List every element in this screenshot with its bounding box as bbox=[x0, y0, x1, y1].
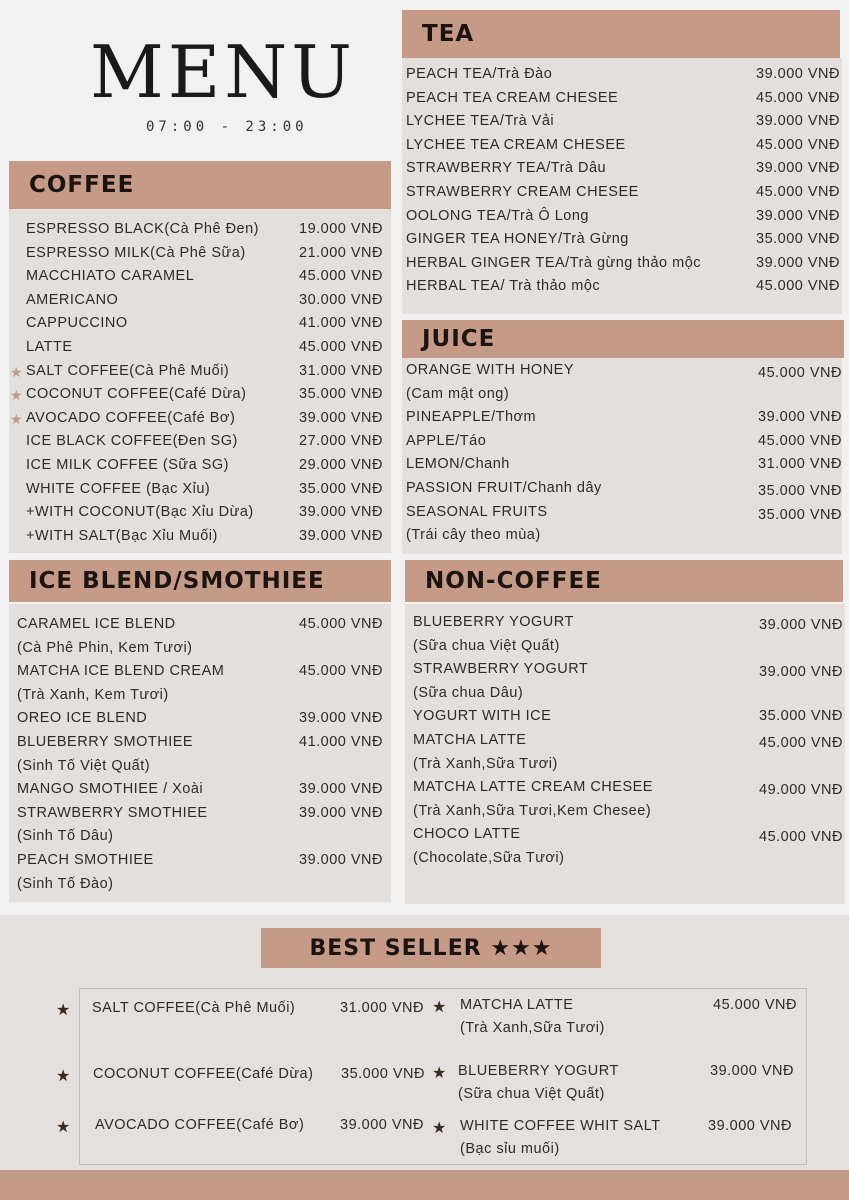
item-price: 45.000 VNĐ bbox=[756, 89, 840, 106]
best-seller-item-price: 45.000 VNĐ bbox=[713, 997, 797, 1013]
item-price: 41.000 VNĐ bbox=[299, 315, 383, 332]
item-price: 45.000 VNĐ bbox=[758, 365, 842, 381]
best-seller-item-price: 39.000 VNĐ bbox=[708, 1118, 792, 1134]
non-coffee-header: NON-COFFEE bbox=[405, 560, 843, 602]
item-name: MACCHIATO CARAMEL bbox=[26, 268, 195, 285]
menu-item bbox=[9, 640, 391, 660]
ice-blend-list bbox=[9, 604, 391, 902]
item-price: 49.000 VNĐ bbox=[759, 782, 843, 799]
item-price: 45.000 VNĐ bbox=[299, 268, 383, 285]
opening-hours: 07:00 - 23:00 bbox=[146, 119, 308, 135]
menu-item bbox=[9, 504, 391, 524]
bottom-bar bbox=[0, 1170, 849, 1200]
item-price: 39.000 VNĐ bbox=[756, 66, 840, 82]
item-price: 35.000 VNĐ bbox=[299, 386, 383, 403]
item-price: 27.000 VNĐ bbox=[299, 433, 383, 450]
item-name: (Sinh Tố Việt Quất) bbox=[17, 757, 151, 774]
item-name: LATTE bbox=[26, 339, 73, 355]
menu-item bbox=[9, 481, 391, 501]
item-price: 39.000 VNĐ bbox=[758, 409, 842, 426]
best-seller-item-price: 39.000 VNĐ bbox=[340, 1117, 424, 1133]
menu-item bbox=[9, 616, 391, 636]
item-name: MANGO SMOTHIEE / Xoài bbox=[17, 781, 204, 798]
item-price: 39.000 VNĐ bbox=[299, 781, 383, 798]
item-name: OOLONG TEA/Trà Ô Long bbox=[406, 207, 589, 224]
menu-item bbox=[405, 826, 845, 846]
item-name: PEACH SMOTHIEE bbox=[17, 852, 154, 868]
item-name: HERBAL TEA/ Trà thảo mộc bbox=[406, 278, 601, 295]
best-seller-item-sub: (Bạc sỉu muối) bbox=[460, 1141, 560, 1157]
item-name: +WITH SALT(Bạc Xỉu Muối) bbox=[26, 527, 218, 544]
item-name: (Cam mật ong) bbox=[406, 385, 510, 402]
menu-item bbox=[402, 278, 842, 298]
juice-header: JUICE bbox=[402, 320, 844, 358]
best-seller-item-name: BLUEBERRY YOGURT bbox=[458, 1063, 619, 1079]
item-name: (Trà Xanh,Sữa Tươi,Kem Chesee) bbox=[413, 802, 652, 819]
item-price: 45.000 VNĐ bbox=[756, 184, 840, 200]
item-name: ESPRESSO MILK(Cà Phê Sữa) bbox=[26, 244, 246, 261]
item-price: 39.000 VNĐ bbox=[299, 504, 383, 521]
item-name: PEACH TEA/Trà Đào bbox=[406, 66, 553, 82]
menu-item bbox=[405, 614, 845, 634]
menu-item bbox=[9, 876, 391, 896]
best-seller-item-price: 39.000 VNĐ bbox=[710, 1063, 794, 1079]
menu-item bbox=[405, 638, 845, 658]
item-price: 35.000 VNĐ bbox=[299, 480, 383, 497]
best-seller-item-name: MATCHA LATTE bbox=[460, 997, 574, 1013]
star-icon: ★ bbox=[56, 1068, 71, 1085]
menu-item bbox=[9, 805, 391, 825]
item-name: (Sinh Tố Đào) bbox=[17, 875, 114, 892]
item-name: STRAWBERRY CREAM CHESEE bbox=[406, 184, 639, 200]
best-seller-item-name: WHITE COFFEE WHIT SALT bbox=[460, 1118, 661, 1134]
item-price: 29.000 VNĐ bbox=[299, 457, 383, 473]
menu-item bbox=[9, 363, 391, 383]
item-name: ICE BLACK COFFEE(Đen SG) bbox=[26, 433, 238, 450]
item-price: 31.000 VNĐ bbox=[758, 456, 842, 473]
item-name: LYCHEE TEA CREAM CHESEE bbox=[406, 136, 626, 153]
item-price: 35.000 VNĐ bbox=[758, 483, 842, 499]
menu-item bbox=[402, 433, 842, 453]
item-price: 39.000 VNĐ bbox=[756, 207, 840, 224]
item-name: MATCHA LATTE CREAM CHESEE bbox=[413, 779, 653, 796]
item-price: 39.000 VNĐ bbox=[299, 527, 383, 544]
menu-item bbox=[9, 315, 391, 335]
menu-item bbox=[405, 685, 845, 705]
menu-item bbox=[402, 409, 842, 429]
menu-item bbox=[9, 734, 391, 754]
item-name: APPLE/Táo bbox=[406, 432, 487, 449]
menu-item bbox=[402, 527, 842, 547]
menu-item bbox=[9, 221, 391, 241]
item-name: YOGURT WITH ICE bbox=[413, 708, 552, 725]
item-price: 39.000 VNĐ bbox=[299, 804, 383, 821]
item-name: STRAWBERRY SMOTHIEE bbox=[17, 804, 208, 821]
best-seller-item-name: SALT COFFEE(Cà Phê Muối) bbox=[92, 1000, 296, 1016]
menu-item bbox=[9, 781, 391, 801]
item-name: BLUEBERRY SMOTHIEE bbox=[17, 734, 194, 750]
menu-item bbox=[402, 137, 842, 157]
item-name: BLUEBERRY YOGURT bbox=[413, 614, 574, 630]
ice-blend-header: ICE BLEND/SMOTHIEE bbox=[9, 560, 391, 602]
item-price: 39.000 VNĐ bbox=[756, 254, 840, 271]
menu-item bbox=[405, 756, 845, 776]
item-name: SALT COFFEE(Cà Phê Muối) bbox=[26, 362, 230, 379]
item-name: GINGER TEA HONEY/Trà Gừng bbox=[406, 231, 629, 248]
menu-item bbox=[402, 231, 842, 251]
item-name: (Trà Xanh, Kem Tươi) bbox=[17, 686, 169, 703]
best-seller-item-name: AVOCADO COFFEE(Café Bơ) bbox=[95, 1117, 305, 1133]
item-name: AVOCADO COFFEE(Café Bơ) bbox=[26, 409, 236, 426]
menu-item bbox=[9, 687, 391, 707]
item-price: 41.000 VNĐ bbox=[299, 734, 383, 750]
item-price: 39.000 VNĐ bbox=[299, 852, 383, 868]
menu-item bbox=[402, 504, 842, 524]
item-name: ICE MILK COFFEE (Sữa SG) bbox=[26, 457, 229, 473]
item-name: (Cà Phê Phin, Kem Tươi) bbox=[17, 639, 193, 656]
menu-item bbox=[9, 268, 391, 288]
item-name: OREO ICE BLEND bbox=[17, 710, 148, 727]
tea-list bbox=[402, 58, 842, 314]
item-name: PEACH TEA CREAM CHESEE bbox=[406, 89, 619, 106]
item-price: 45.000 VNĐ bbox=[756, 278, 840, 295]
item-price: 45.000 VNĐ bbox=[759, 829, 843, 846]
item-name: STRAWBERRY TEA/Trà Dâu bbox=[406, 160, 607, 177]
star-icon: ★ bbox=[56, 1119, 71, 1136]
item-name: (Chocolate,Sữa Tươi) bbox=[413, 850, 565, 866]
item-price: 45.000 VNĐ bbox=[299, 339, 383, 355]
item-name: MATCHA ICE BLEND CREAM bbox=[17, 663, 225, 680]
item-price: 35.000 VNĐ bbox=[756, 231, 840, 248]
menu-item bbox=[405, 732, 845, 752]
item-name: LYCHEE TEA/Trà Vải bbox=[406, 113, 555, 130]
item-name: AMERICANO bbox=[26, 291, 119, 308]
menu-item bbox=[9, 457, 391, 477]
best-seller-header: BEST SELLER ★★★ bbox=[261, 928, 601, 968]
menu-item bbox=[9, 245, 391, 265]
menu-item bbox=[405, 850, 845, 870]
item-price: 45.000 VNĐ bbox=[299, 616, 383, 632]
menu-item bbox=[9, 433, 391, 453]
item-price: 45.000 VNĐ bbox=[756, 136, 840, 153]
item-name: SEASONAL FRUITS bbox=[406, 503, 548, 520]
item-name: (Trái cây theo mùa) bbox=[406, 527, 541, 544]
menu-item bbox=[402, 386, 842, 406]
item-name: CHOCO LATTE bbox=[413, 826, 521, 843]
juice-list bbox=[402, 358, 842, 554]
coffee-list bbox=[9, 209, 391, 553]
menu-item bbox=[402, 160, 842, 180]
star-icon: ★ bbox=[432, 1120, 447, 1137]
item-name: ESPRESSO BLACK(Cà Phê Đen) bbox=[26, 221, 260, 237]
menu-item bbox=[402, 362, 842, 382]
menu-title: MENU bbox=[90, 30, 356, 114]
item-name: WHITE COFFEE (Bạc Xỉu) bbox=[26, 480, 211, 497]
item-name: (Sinh Tố Dâu) bbox=[17, 828, 114, 845]
non-coffee-list bbox=[405, 604, 845, 904]
star-icon: ★ bbox=[10, 363, 23, 380]
star-icon: ★ bbox=[10, 387, 23, 404]
item-price: 21.000 VNĐ bbox=[299, 244, 383, 261]
menu-item bbox=[9, 663, 391, 683]
item-price: 45.000 VNĐ bbox=[759, 735, 843, 751]
tea-header: TEA bbox=[402, 10, 840, 58]
item-price: 39.000 VNĐ bbox=[759, 617, 843, 633]
item-name: (Trà Xanh,Sữa Tươi) bbox=[413, 755, 558, 772]
item-price: 45.000 VNĐ bbox=[758, 432, 842, 449]
item-price: 45.000 VNĐ bbox=[299, 663, 383, 680]
item-name: CARAMEL ICE BLEND bbox=[17, 616, 176, 632]
item-price: 30.000 VNĐ bbox=[299, 291, 383, 308]
item-price: 39.000 VNĐ bbox=[299, 409, 383, 426]
item-price: 31.000 VNĐ bbox=[299, 362, 383, 379]
menu-item bbox=[402, 480, 842, 500]
menu-item bbox=[402, 66, 842, 86]
menu-item bbox=[402, 456, 842, 476]
item-price: 39.000 VNĐ bbox=[756, 113, 840, 130]
best-seller-item-price: 35.000 VNĐ bbox=[341, 1066, 425, 1082]
best-seller-item-price: 31.000 VNĐ bbox=[340, 1000, 424, 1016]
menu-item bbox=[9, 410, 391, 430]
menu-item bbox=[9, 758, 391, 778]
item-name: STRAWBERRY YOGURT bbox=[413, 661, 589, 678]
item-name: CAPPUCCINO bbox=[26, 315, 128, 332]
item-name: (Sữa chua Việt Quất) bbox=[413, 637, 560, 654]
coffee-header: COFFEE bbox=[9, 161, 391, 209]
item-name: PASSION FRUIT/Chanh dây bbox=[406, 480, 602, 496]
menu-item bbox=[402, 90, 842, 110]
item-name: MATCHA LATTE bbox=[413, 732, 527, 748]
menu-item bbox=[405, 661, 845, 681]
menu-item bbox=[405, 708, 845, 728]
menu-item bbox=[9, 528, 391, 548]
item-name: ORANGE WITH HONEY bbox=[406, 362, 575, 378]
item-price: 35.000 VNĐ bbox=[758, 506, 842, 523]
item-price: 39.000 VNĐ bbox=[756, 160, 840, 177]
item-name: +WITH COCONUT(Bạc Xỉu Dừa) bbox=[26, 504, 254, 521]
menu-item bbox=[402, 208, 842, 228]
item-name: (Sữa chua Dâu) bbox=[413, 684, 524, 701]
menu-item bbox=[402, 255, 842, 275]
item-name: LEMON/Chanh bbox=[406, 456, 510, 473]
best-seller-item-sub: (Sữa chua Việt Quất) bbox=[458, 1086, 605, 1102]
star-icon: ★ bbox=[432, 999, 447, 1016]
menu-item bbox=[9, 710, 391, 730]
item-name: PINEAPPLE/Thơm bbox=[406, 409, 537, 426]
best-seller-item-sub: (Trà Xanh,Sữa Tươi) bbox=[460, 1020, 605, 1036]
menu-item bbox=[9, 292, 391, 312]
item-price: 19.000 VNĐ bbox=[299, 221, 383, 237]
star-icon: ★ bbox=[432, 1065, 447, 1082]
menu-item bbox=[9, 386, 391, 406]
menu-item bbox=[9, 852, 391, 872]
menu-item bbox=[402, 113, 842, 133]
item-price: 35.000 VNĐ bbox=[759, 708, 843, 725]
star-icon: ★ bbox=[56, 1002, 71, 1019]
item-name: COCONUT COFFEE(Café Dừa) bbox=[26, 386, 247, 403]
menu-item bbox=[405, 803, 845, 823]
item-name: HERBAL GINGER TEA/Trà gừng thảo mộc bbox=[406, 254, 702, 271]
menu-item bbox=[405, 779, 845, 799]
menu-item bbox=[9, 828, 391, 848]
best-seller-item-name: COCONUT COFFEE(Café Dừa) bbox=[93, 1066, 314, 1082]
star-icon: ★ bbox=[10, 410, 23, 427]
menu-item bbox=[9, 339, 391, 359]
menu-item bbox=[402, 184, 842, 204]
item-price: 39.000 VNĐ bbox=[759, 664, 843, 681]
item-price: 39.000 VNĐ bbox=[299, 710, 383, 727]
